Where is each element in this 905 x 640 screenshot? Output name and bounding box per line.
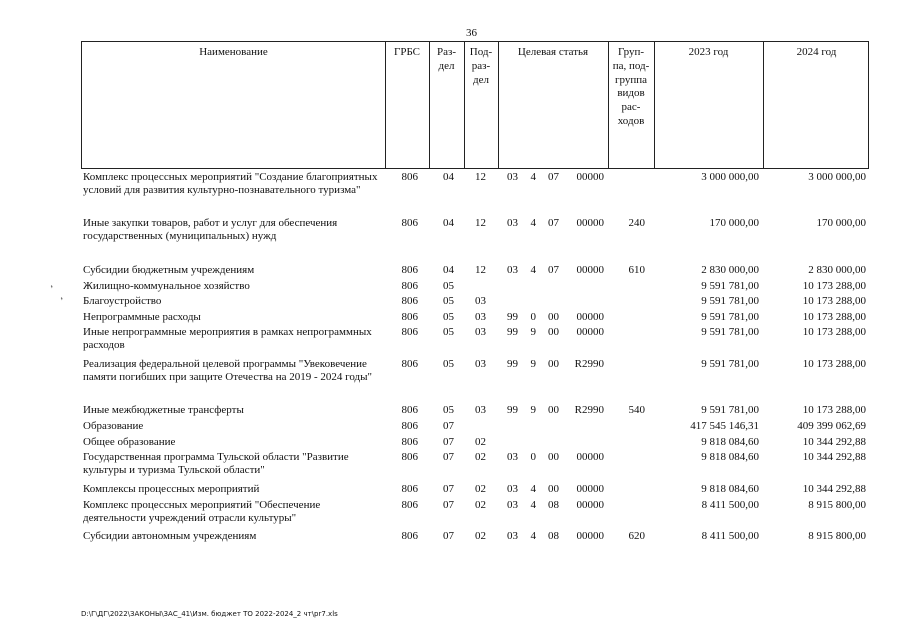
- header-expense-group: Груп- па, под- группа видов рас- ходов: [612, 46, 650, 127]
- cell-rz: 07: [443, 483, 454, 495]
- column-divider: [654, 42, 655, 168]
- row-name: Государственная программа Тульской области "Развитие культуры и туризма Тульской области": [83, 451, 349, 477]
- row-name: Благоустройство: [83, 295, 162, 307]
- cell-t1: 99: [507, 311, 518, 323]
- cell-t1: 99: [507, 326, 518, 338]
- cell-t1: 99: [507, 358, 518, 370]
- cell-v2023: 9 818 084,60: [701, 436, 759, 448]
- cell-grbs: 806: [401, 483, 418, 495]
- row-name: Иные закупки товаров, работ и услуг для обеспечения государственных (муниципальных) нужд: [83, 217, 338, 243]
- cell-grbs: 806: [401, 264, 418, 276]
- row-name: Комплекс процессных мероприятий "Создание благоприятных условий для развития культурно-познавательного туризма": [83, 171, 378, 197]
- cell-vr: 540: [628, 404, 645, 416]
- cell-t4: 00000: [576, 311, 604, 323]
- cell-t2: 4: [530, 171, 536, 183]
- cell-grbs: 806: [401, 311, 418, 323]
- cell-v2024: 3 000 000,00: [808, 171, 866, 183]
- column-divider: [763, 42, 764, 168]
- cell-t3: 07: [548, 217, 559, 229]
- cell-v2024: 10 173 288,00: [802, 295, 866, 307]
- cell-t4: 00000: [576, 530, 604, 542]
- cell-v2024: 10 344 292,88: [802, 451, 866, 463]
- margin-mark: ’: [49, 283, 57, 296]
- cell-v2024: 10 173 288,00: [802, 280, 866, 292]
- cell-t3: 00: [548, 483, 559, 495]
- cell-rz: 05: [443, 326, 454, 338]
- cell-t2: 9: [530, 326, 536, 338]
- cell-v2024: 10 344 292,88: [802, 483, 866, 495]
- row-name: Субсидии автономным учреждениям: [83, 530, 257, 542]
- cell-t4: 00000: [576, 264, 604, 276]
- cell-t1: 03: [507, 217, 518, 229]
- cell-v2023: 9 591 781,00: [701, 326, 759, 338]
- cell-t2: 4: [530, 530, 536, 542]
- cell-v2023: 9 591 781,00: [701, 358, 759, 370]
- cell-rz: 07: [443, 499, 454, 511]
- cell-pr: 02: [475, 451, 486, 463]
- cell-v2023: 3 000 000,00: [701, 171, 759, 183]
- cell-pr: 03: [475, 311, 486, 323]
- cell-vr: 240: [628, 217, 645, 229]
- cell-t3: 00: [548, 311, 559, 323]
- cell-v2024: 8 915 800,00: [808, 530, 866, 542]
- row-name: Общее образование: [83, 436, 176, 448]
- cell-t4: R2990: [574, 358, 604, 370]
- cell-t2: 4: [530, 217, 536, 229]
- cell-grbs: 806: [401, 358, 418, 370]
- cell-t2: 4: [530, 264, 536, 276]
- cell-rz: 05: [443, 280, 454, 292]
- cell-t2: 9: [530, 358, 536, 370]
- cell-rz: 05: [443, 358, 454, 370]
- cell-grbs: 806: [401, 420, 418, 432]
- cell-t1: 03: [507, 171, 518, 183]
- cell-v2023: 417 545 146,31: [690, 420, 759, 432]
- cell-grbs: 806: [401, 326, 418, 338]
- cell-grbs: 806: [401, 404, 418, 416]
- cell-t3: 00: [548, 404, 559, 416]
- cell-v2024: 409 399 062,69: [797, 420, 866, 432]
- cell-pr: 03: [475, 358, 486, 370]
- cell-v2023: 8 411 500,00: [701, 530, 759, 542]
- cell-v2023: 9 591 781,00: [701, 280, 759, 292]
- cell-t4: R2990: [574, 404, 604, 416]
- cell-t3: 07: [548, 264, 559, 276]
- cell-v2023: 9 591 781,00: [701, 295, 759, 307]
- cell-t3: 00: [548, 358, 559, 370]
- cell-t1: 03: [507, 264, 518, 276]
- file-path-footer: D:\Г\ДГ\2022\ЗАКОНЫ\ЗАС_41\Изм. бюджет ТО 2022-2024_2 чт\pr7.xls: [81, 610, 338, 618]
- cell-t2: 4: [530, 499, 536, 511]
- cell-t3: 08: [548, 530, 559, 542]
- cell-pr: 03: [475, 326, 486, 338]
- table-header: [81, 41, 869, 169]
- cell-t3: 00: [548, 451, 559, 463]
- cell-v2023: 9 591 781,00: [701, 404, 759, 416]
- cell-t4: 00000: [576, 326, 604, 338]
- cell-grbs: 806: [401, 530, 418, 542]
- cell-rz: 07: [443, 420, 454, 432]
- cell-v2024: 10 344 292,88: [802, 436, 866, 448]
- header-target-article: Целевая статья: [517, 46, 589, 58]
- cell-t3: 08: [548, 499, 559, 511]
- cell-grbs: 806: [401, 499, 418, 511]
- cell-grbs: 806: [401, 217, 418, 229]
- cell-t1: 03: [507, 499, 518, 511]
- cell-v2024: 8 915 800,00: [808, 499, 866, 511]
- row-name: Жилищно-коммунальное хозяйство: [83, 280, 250, 292]
- cell-v2023: 9 591 781,00: [701, 311, 759, 323]
- cell-t3: 07: [548, 171, 559, 183]
- row-name: Иные межбюджетные трансферты: [83, 404, 244, 416]
- header-name: Наименование: [199, 46, 268, 58]
- header-year-2024: 2024 год: [796, 46, 837, 58]
- cell-v2024: 10 173 288,00: [802, 326, 866, 338]
- row-name: Непрограммные расходы: [83, 311, 201, 323]
- column-divider: [385, 42, 386, 168]
- header-year-2023: 2023 год: [688, 46, 729, 58]
- cell-t1: 03: [507, 451, 518, 463]
- cell-v2023: 170 000,00: [709, 217, 759, 229]
- cell-rz: 07: [443, 436, 454, 448]
- cell-t2: 9: [530, 404, 536, 416]
- cell-vr: 610: [628, 264, 645, 276]
- cell-t4: 00000: [576, 451, 604, 463]
- cell-grbs: 806: [401, 436, 418, 448]
- cell-v2024: 10 173 288,00: [802, 404, 866, 416]
- cell-rz: 04: [443, 264, 454, 276]
- header-razdel: Раз- дел: [436, 46, 456, 72]
- cell-vr: 620: [628, 530, 645, 542]
- cell-t2: 0: [530, 451, 536, 463]
- cell-rz: 05: [443, 404, 454, 416]
- cell-t1: 03: [507, 483, 518, 495]
- page-number: 36: [466, 27, 477, 39]
- margin-mark: ’: [59, 295, 67, 308]
- cell-v2023: 9 818 084,60: [701, 483, 759, 495]
- cell-v2023: 8 411 500,00: [701, 499, 759, 511]
- cell-t3: 00: [548, 326, 559, 338]
- cell-grbs: 806: [401, 280, 418, 292]
- cell-pr: 03: [475, 295, 486, 307]
- cell-pr: 12: [475, 264, 486, 276]
- row-name: Иные непрограммные мероприятия в рамках непрограммных расходов: [83, 326, 372, 352]
- row-name: Реализация федеральной целевой программы "Увековечение памяти погибших при защите Отечества на 2019 - 2024 годы": [83, 358, 373, 384]
- cell-t1: 99: [507, 404, 518, 416]
- row-name: Субсидии бюджетным учреждениям: [83, 264, 255, 276]
- cell-grbs: 806: [401, 171, 418, 183]
- cell-rz: 05: [443, 295, 454, 307]
- cell-rz: 04: [443, 217, 454, 229]
- cell-pr: 02: [475, 436, 486, 448]
- row-name: Комплекс процессных мероприятий "Обеспечение деятельности учреждений отрасли культуры": [83, 499, 321, 525]
- cell-t4: 00000: [576, 171, 604, 183]
- cell-v2024: 2 830 000,00: [808, 264, 866, 276]
- row-name: Образование: [83, 420, 144, 432]
- cell-t2: 0: [530, 311, 536, 323]
- cell-pr: 12: [475, 217, 486, 229]
- cell-grbs: 806: [401, 451, 418, 463]
- header-grbs: ГРБС: [393, 46, 421, 58]
- cell-t4: 00000: [576, 483, 604, 495]
- cell-pr: 02: [475, 530, 486, 542]
- cell-grbs: 806: [401, 295, 418, 307]
- cell-t1: 03: [507, 530, 518, 542]
- cell-v2024: 170 000,00: [816, 217, 866, 229]
- cell-pr: 12: [475, 171, 486, 183]
- cell-v2024: 10 173 288,00: [802, 358, 866, 370]
- cell-t4: 00000: [576, 499, 604, 511]
- cell-rz: 07: [443, 451, 454, 463]
- cell-pr: 03: [475, 404, 486, 416]
- cell-v2023: 2 830 000,00: [701, 264, 759, 276]
- cell-pr: 02: [475, 499, 486, 511]
- row-name: Комплексы процессных мероприятий: [83, 483, 260, 495]
- cell-rz: 07: [443, 530, 454, 542]
- cell-v2023: 9 818 084,60: [701, 451, 759, 463]
- cell-v2024: 10 173 288,00: [802, 311, 866, 323]
- cell-t4: 00000: [576, 217, 604, 229]
- column-divider: [498, 42, 499, 168]
- cell-t2: 4: [530, 483, 536, 495]
- cell-rz: 04: [443, 171, 454, 183]
- header-podrazdel: Под- раз- дел: [469, 46, 493, 86]
- cell-rz: 05: [443, 311, 454, 323]
- cell-pr: 02: [475, 483, 486, 495]
